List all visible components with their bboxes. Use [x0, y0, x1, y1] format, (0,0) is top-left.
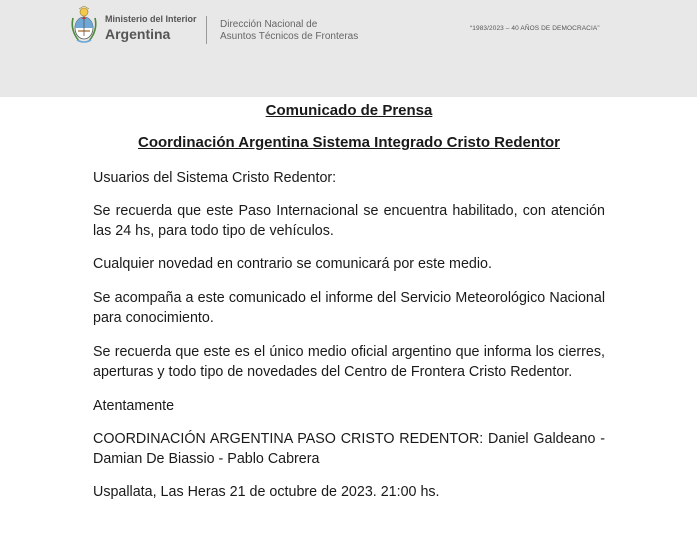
paragraph-greeting: Usuarios del Sistema Cristo Redentor:	[93, 170, 337, 186]
direccion-text	[220, 19, 358, 43]
paragraph-signatures: COORDINACIÓN ARGENTINA PASO CRISTO REDENTOR: Daniel Galdeano - Damian De Biassio - Pablo Cabrera	[93, 431, 605, 467]
argentina-coat-of-arms-icon	[69, 6, 99, 44]
letterhead	[0, 0, 697, 97]
ministry-name: Ministerio del Interior	[105, 14, 197, 24]
direccion-line-1: Dirección Nacional de	[220, 19, 318, 30]
paragraph-date: Uspallata, Las Heras 21 de octubre de 2023. 21:00 hs.	[93, 484, 440, 500]
paragraph-status: Se recuerda que este Paso Internacional se encuentra habilitado, con atención las 24 hs, para todo tipo de vehículos.	[93, 203, 605, 239]
direccion-line-2: Asuntos Técnicos de Fronteras	[220, 31, 359, 42]
document-body	[93, 100, 605, 502]
document-subtitle: Coordinación Argentina Sistema Integrado Cristo Redentor	[138, 134, 560, 151]
ministry-logo-text	[105, 15, 197, 41]
paragraph-news: Cualquier novedad en contrario se comunicará por este medio.	[93, 256, 492, 272]
democracia-slogan: “1983/2023 – 40 AÑOS DE DEMOCRACIA”	[470, 25, 600, 32]
document-title: Comunicado de Prensa	[265, 102, 433, 119]
header-divider	[206, 16, 207, 44]
paragraph-closing: Atentamente	[93, 398, 175, 414]
paragraph-weather-report: Se acompaña a este comunicado el informe del Servicio Meteorológico Nacional para conocimiento.	[93, 290, 605, 326]
paragraph-official-channel: Se recuerda que este es el único medio oficial argentino que informa los cierres, aperturas y todo tipo de novedades del Centro de Frontera Cristo Redentor.	[93, 344, 605, 380]
country-name: Argentina	[105, 26, 171, 42]
